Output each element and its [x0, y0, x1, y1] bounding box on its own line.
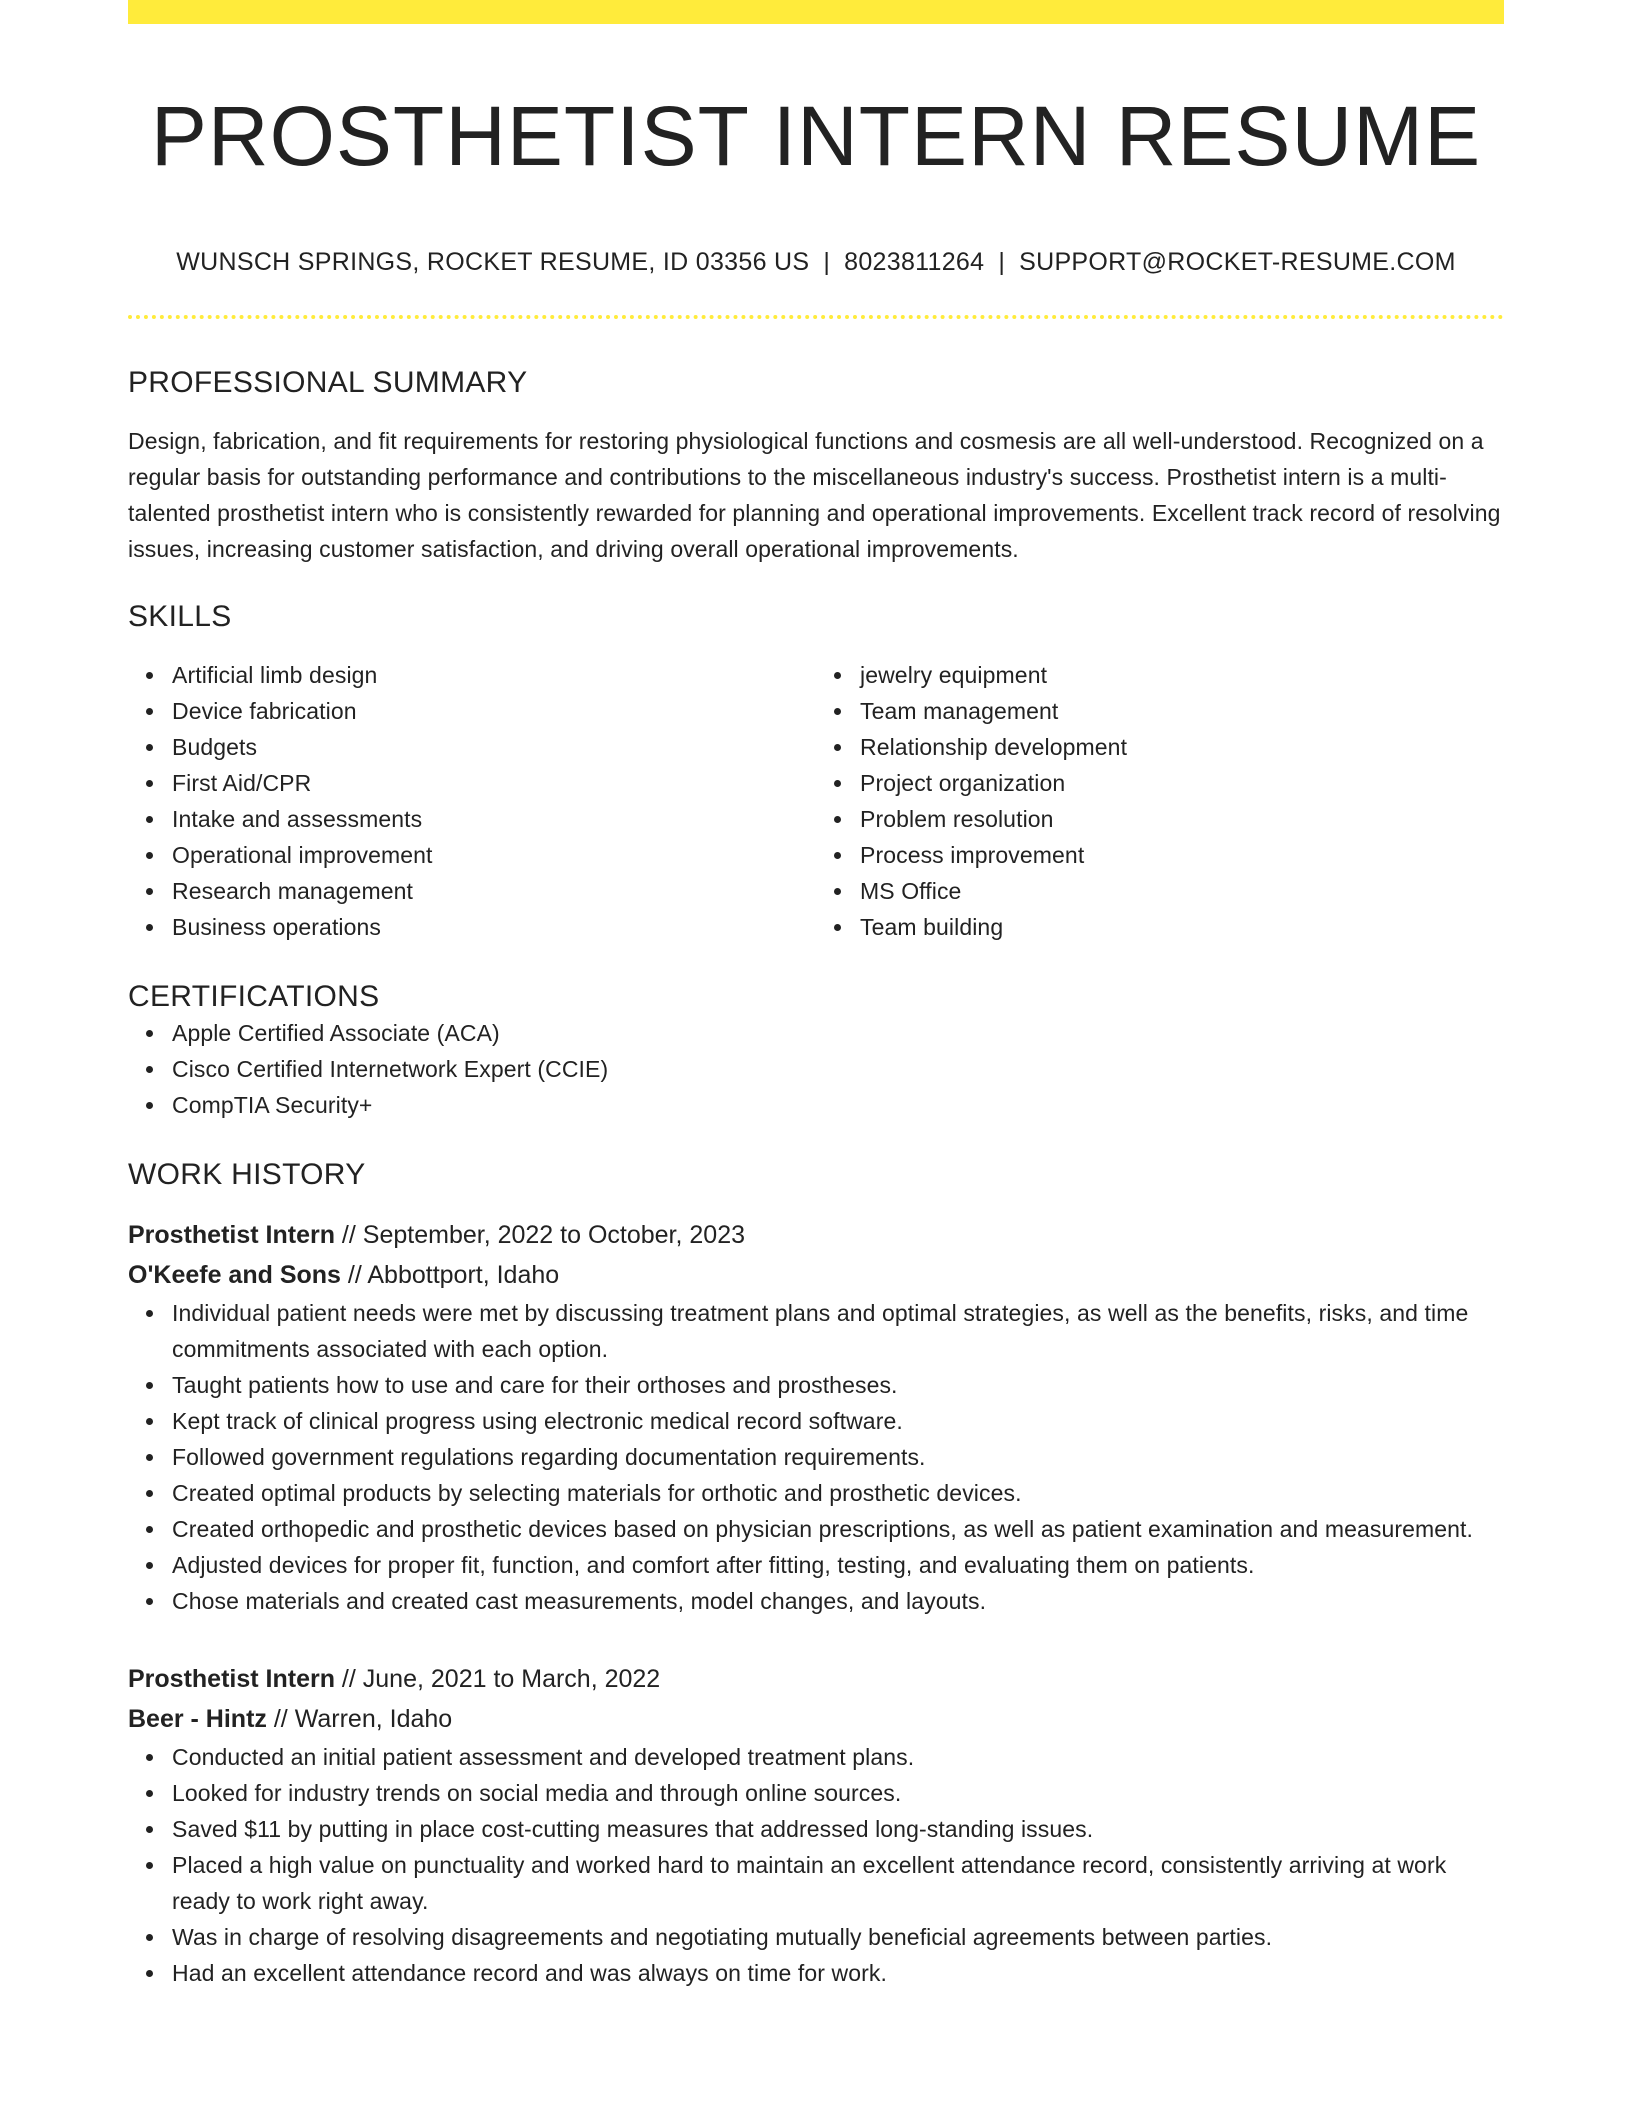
skill-item: Process improvement	[860, 837, 1504, 873]
skill-item: Artificial limb design	[172, 657, 816, 693]
contact-separator: |	[998, 247, 1006, 276]
job-bullet: Adjusted devices for proper fit, function, and comfort after fitting, testing, and evaluating them on patients.	[172, 1547, 1504, 1583]
skill-item: Team management	[860, 693, 1504, 729]
job-bullet: Had an excellent attendance record and was always on time for work.	[172, 1955, 1504, 1991]
job-dates: June, 2021 to March, 2022	[362, 1664, 661, 1693]
dotted-divider	[128, 315, 1504, 319]
skill-item: Relationship development	[860, 729, 1504, 765]
job-company: Beer - Hintz	[128, 1704, 267, 1733]
skills-right-column	[816, 657, 1504, 945]
summary-heading: PROFESSIONAL SUMMARY	[128, 365, 528, 399]
job-bullets	[128, 1295, 1504, 1619]
certifications-list	[128, 1015, 1504, 1123]
certifications-heading: CERTIFICATIONS	[128, 979, 380, 1013]
job-title: Prosthetist Intern	[128, 1220, 335, 1249]
skills-heading: SKILLS	[128, 599, 232, 633]
job-bullet: Created optimal products by selecting materials for orthotic and prosthetic devices.	[172, 1475, 1504, 1511]
skill-item: MS Office	[860, 873, 1504, 909]
skill-item: Problem resolution	[860, 801, 1504, 837]
resume-title: PROSTHETIST INTERN RESUME	[150, 89, 1482, 183]
job-location: Abbottport, Idaho	[367, 1260, 560, 1289]
job-bullet: Saved $11 by putting in place cost-cutting measures that addressed long-standing issues.	[172, 1811, 1504, 1847]
skill-item: Intake and assessments	[172, 801, 816, 837]
job-company-line	[128, 1699, 1504, 1739]
job-bullet: Followed government regulations regarding documentation requirements.	[172, 1439, 1504, 1475]
job-title-line	[128, 1215, 1504, 1255]
skills-grid	[128, 657, 1504, 945]
contact-address: WUNSCH SPRINGS, ROCKET RESUME, ID 03356 US	[176, 247, 810, 276]
skill-item: Business operations	[172, 909, 816, 945]
job-bullet: Placed a high value on punctuality and worked hard to maintain an excellent attendance record, consistently arriving at work ready to work right away.	[172, 1847, 1504, 1919]
skill-item: Device fabrication	[172, 693, 816, 729]
accent-bar	[128, 0, 1504, 24]
certification-item: Cisco Certified Internetwork Expert (CCIE)	[172, 1051, 1504, 1087]
job-bullet: Created orthopedic and prosthetic devices based on physician prescriptions, as well as patient examination and measurement.	[172, 1511, 1504, 1547]
contact-phone: 8023811264	[844, 247, 985, 276]
job-bullet: Looked for industry trends on social media and through online sources.	[172, 1775, 1504, 1811]
work-history-list	[128, 1215, 1504, 1991]
contact-line	[128, 247, 1504, 277]
summary-text: Design, fabrication, and fit requirements for restoring physiological functions and cosmesis are all well-understood. Recognized on a regular basis for outstanding performance and contributions to the miscellaneous industry's success. Prosthetist intern is a multi-talented prosthetist intern who is consistently rewarded for planning and operational improvements. Excellent track record of resolving issues, increasing customer satisfaction, and driving overall operational improvements.	[128, 427, 1501, 562]
skill-item: Team building	[860, 909, 1504, 945]
job-bullet: Individual patient needs were met by discussing treatment plans and optimal strategies, as well as the benefits, risks, and time commitments associated with each option.	[172, 1295, 1504, 1367]
job-bullet: Kept track of clinical progress using electronic medical record software.	[172, 1403, 1504, 1439]
job-bullet: Was in charge of resolving disagreements and negotiating mutually beneficial agreements between parties.	[172, 1919, 1504, 1955]
job-title-line	[128, 1659, 1504, 1699]
job-bullet: Conducted an initial patient assessment and developed treatment plans.	[172, 1739, 1504, 1775]
job-location: Warren, Idaho	[294, 1704, 453, 1733]
contact-email: SUPPORT@ROCKET-RESUME.COM	[1019, 247, 1456, 276]
job-bullets	[128, 1739, 1504, 1991]
certification-item: Apple Certified Associate (ACA)	[172, 1015, 1504, 1051]
job-bullet: Chose materials and created cast measurements, model changes, and layouts.	[172, 1583, 1504, 1619]
skill-item: First Aid/CPR	[172, 765, 816, 801]
job-separator: //	[340, 1260, 368, 1289]
skills-left-column	[128, 657, 816, 945]
job-bullet: Taught patients how to use and care for their orthoses and prostheses.	[172, 1367, 1504, 1403]
skill-item: Project organization	[860, 765, 1504, 801]
contact-separator: |	[823, 247, 831, 276]
work-history-heading: WORK HISTORY	[128, 1157, 366, 1191]
job-company: O'Keefe and Sons	[128, 1260, 341, 1289]
job-entry	[128, 1215, 1504, 1619]
job-company-line	[128, 1255, 1504, 1295]
job-separator: //	[334, 1664, 363, 1693]
skill-item: jewelry equipment	[860, 657, 1504, 693]
job-dates: September, 2022 to October, 2023	[362, 1220, 745, 1249]
job-entry	[128, 1659, 1504, 1991]
skill-item: Budgets	[172, 729, 816, 765]
skill-item: Research management	[172, 873, 816, 909]
job-title: Prosthetist Intern	[128, 1664, 335, 1693]
job-separator: //	[334, 1220, 363, 1249]
certification-item: CompTIA Security+	[172, 1087, 1504, 1123]
skill-item: Operational improvement	[172, 837, 816, 873]
job-separator: //	[266, 1704, 295, 1733]
resume-page	[128, 0, 1504, 1991]
